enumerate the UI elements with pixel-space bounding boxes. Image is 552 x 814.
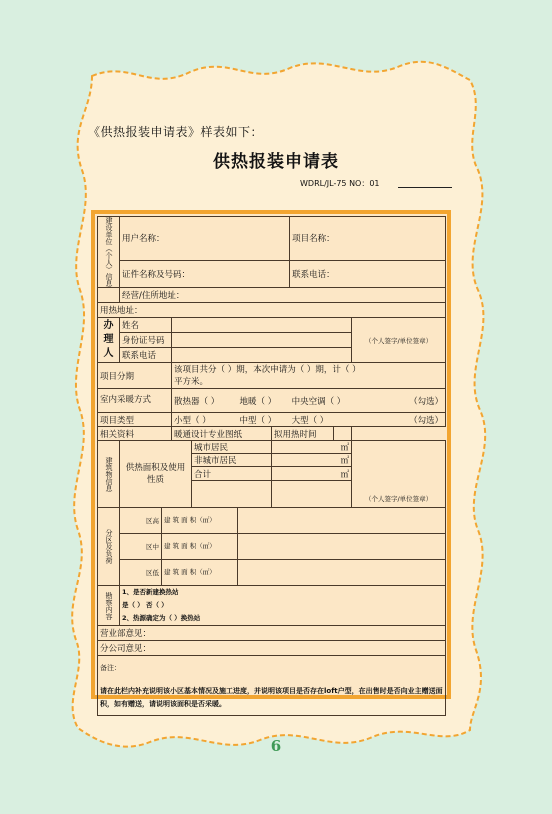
section-content: 勘察内容 [98,586,120,626]
application-form [97,216,446,716]
type-large-option[interactable]: 大型（ ） [290,413,360,427]
survey-line-3: 2、热源确定为（ ）换热站 [122,614,201,622]
code-underline [398,187,452,188]
contact-phone-field[interactable]: 联系电话： [290,260,446,287]
zone-low-area-label: 建 筑 面 积（㎡） [162,560,238,586]
heating-check-hint: （勾选） [360,389,446,413]
business-address-field[interactable]: 经营/住所地址： [120,288,446,303]
id-type-field[interactable]: 证件名称及号码： [120,260,290,287]
heating-address-field[interactable]: 用热地址： [98,303,446,318]
section-zone: 分区及负荷 [98,508,120,586]
opinion-branch-field[interactable]: 分公司意见： [98,641,446,656]
survey-line-2: 是（ ） 否（ ） [122,601,168,609]
user-name-field[interactable]: 用户名称： [120,217,290,261]
form-code: WDRL/JL-75 NO：01 [300,179,380,188]
section-applicant: 建设单位（个人）信息 [98,217,120,288]
heating-mode-label: 室内采暖方式 [98,389,172,413]
remark-label: 备注： [100,664,121,672]
type-medium-option[interactable]: 中型（ ） [238,413,290,427]
project-name-field[interactable]: 项目名称： [290,217,446,261]
docs-time-label: 拟用热时间 [272,427,334,441]
section-handler: 办理人 [98,318,120,363]
handler-id-input[interactable] [172,333,352,348]
intro-text: 《供热报装申请表》样表如下： [88,125,264,139]
handler-name-label: 姓名 [120,318,172,333]
total-label: 合计 [192,467,272,481]
zone-mid-input[interactable] [238,534,446,560]
remark-note: 请在此栏内补充说明该小区基本情况及施工进度，并说明该项目是否存在loft户型，在出售时是否向业主赠送面积，如有赠送，请说明该面积是否采暖。 [100,687,443,708]
zone-low-input[interactable] [238,560,446,586]
survey-content-field[interactable] [120,586,446,626]
page-number: 6 [270,737,282,755]
phase-text-1: 该项目共分（ ）期，本次申请为（ ）期，计（ ） [174,364,361,375]
docs-label: 相关资料 [98,427,172,441]
phase-text-2: 平方米。 [174,376,209,387]
heating-radiator-option[interactable]: 散热器（ ） [172,389,238,413]
zone-high-input[interactable] [238,508,446,534]
zone-mid-label: 区中 [120,534,162,560]
section-building: 建筑物信息 [98,441,120,508]
remark-field[interactable] [98,656,446,716]
type-small-option[interactable]: 小型（ ） [172,413,238,427]
zone-mid-area-label: 建 筑 面 积（㎡） [162,534,238,560]
docs-time-input[interactable] [334,427,352,441]
form-title: 供热报装申请表 [213,152,339,172]
handler-name-input[interactable] [172,318,352,333]
handler-phone-input[interactable] [172,348,352,363]
non-urban-resident-unit[interactable]: ㎡ [272,454,352,467]
docs-drawing[interactable]: 暖通设计专业图纸 [172,427,272,441]
usage-label: 供热面积及使用性质 [120,441,192,508]
handler-phone-label: 联系电话 [120,348,172,363]
total-unit[interactable]: ㎡ [272,467,352,481]
opinion-dept-field[interactable]: 营业部意见： [98,626,446,641]
urban-resident-unit[interactable]: ㎡ [272,441,352,454]
phase-label: 项目分期 [98,363,172,389]
handler-sign[interactable]: （个人签字/单位签章） [352,318,446,363]
zone-high-area-label: 建 筑 面 积（㎡） [162,508,238,534]
non-urban-resident-label: 非城市居民 [192,454,272,467]
heating-central-option[interactable]: 中央空调（ ） [290,389,360,413]
zone-high-label: 区高 [120,508,162,534]
survey-line-1: 1、是否新建换热站 [122,588,179,596]
building-sign[interactable]: （个人签字/单位签章） [352,441,446,508]
phase-field[interactable] [172,363,446,389]
zone-low-label: 区低 [120,560,162,586]
urban-resident-label: 城市居民 [192,441,272,454]
handler-id-label: 身份证号码 [120,333,172,348]
type-check-hint: （勾选） [360,413,446,427]
project-type-label: 项目类型 [98,413,172,427]
heating-floor-option[interactable]: 地暖（ ） [238,389,290,413]
